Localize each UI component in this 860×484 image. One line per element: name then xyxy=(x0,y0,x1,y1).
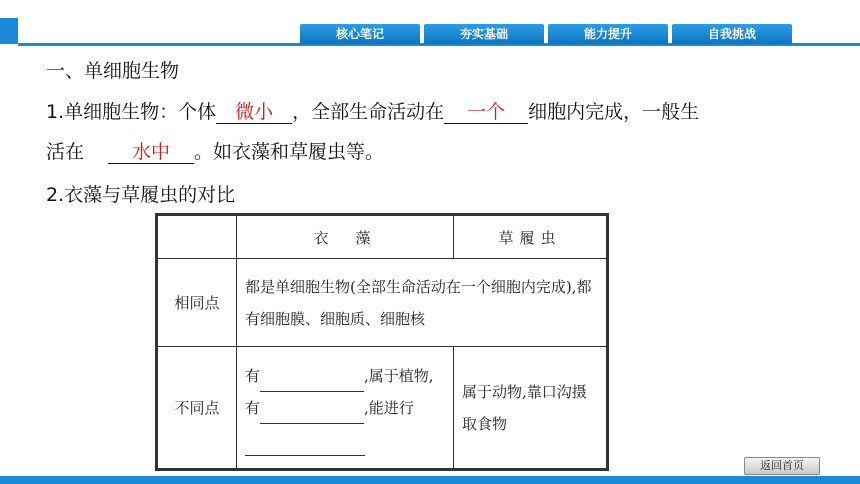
diff-alga-p2: ,属于植物,有 xyxy=(245,366,434,417)
q1-text-e: 。如衣藻和草履虫等。 xyxy=(194,141,385,163)
header-empty-cell xyxy=(158,216,237,259)
header-paramecium: 草履虫 xyxy=(454,216,607,259)
q1-text-a: 1.单细胞生物：个体 xyxy=(46,101,217,123)
comparison-table xyxy=(155,213,609,471)
same-label: 相同点 xyxy=(158,259,237,347)
question-1-line-1 xyxy=(46,97,699,124)
q1-text-b: ，全部生命活动在 xyxy=(292,101,445,123)
q1-text-d: 活在 xyxy=(46,141,85,163)
table-header-row xyxy=(158,216,607,259)
same-text: 都是单细胞生物(全部生命活动在一个细胞内完成),都有细胞膜、细胞质、细胞核 xyxy=(237,259,607,347)
diff-alga-p1: 有 xyxy=(245,366,261,385)
tab-ability[interactable]: 能力提升 xyxy=(548,24,668,44)
nav-tabs xyxy=(300,24,792,44)
back-home-button[interactable]: 返回首页 xyxy=(744,457,820,475)
tab-challenge[interactable]: 自我挑战 xyxy=(672,24,792,44)
diff-label: 不同点 xyxy=(158,347,237,469)
tab-foundation[interactable]: 夯实基础 xyxy=(424,24,544,44)
diff-alga-blank-3 xyxy=(245,437,365,456)
bottom-bar xyxy=(0,476,860,484)
question-2-title: 2.衣藻与草履虫的对比 xyxy=(46,184,236,206)
diff-alga-blank-2 xyxy=(260,405,364,424)
tab-core-notes[interactable]: 核心笔记 xyxy=(300,24,420,44)
diff-paramecium-cell: 属于动物,靠口沟摄取食物 xyxy=(454,347,607,469)
top-accent-block xyxy=(0,18,18,44)
q1-text-c: 细胞内完成，一般生 xyxy=(528,101,700,123)
table-row-diff xyxy=(158,347,607,469)
diff-alga-cell xyxy=(237,347,454,469)
q1-answer-2: 一个 xyxy=(444,101,528,124)
diff-alga-blank-1 xyxy=(260,373,364,392)
section-title: 一、单细胞生物 xyxy=(46,60,180,82)
q1-answer-1: 微小 xyxy=(216,101,292,124)
diff-alga-p3: ,能进行 xyxy=(364,398,414,417)
header-alga: 衣 藻 xyxy=(237,216,454,259)
q1-answer-3: 水中 xyxy=(108,141,194,164)
question-1-line-2 xyxy=(46,137,384,164)
table-row-same xyxy=(158,259,607,347)
